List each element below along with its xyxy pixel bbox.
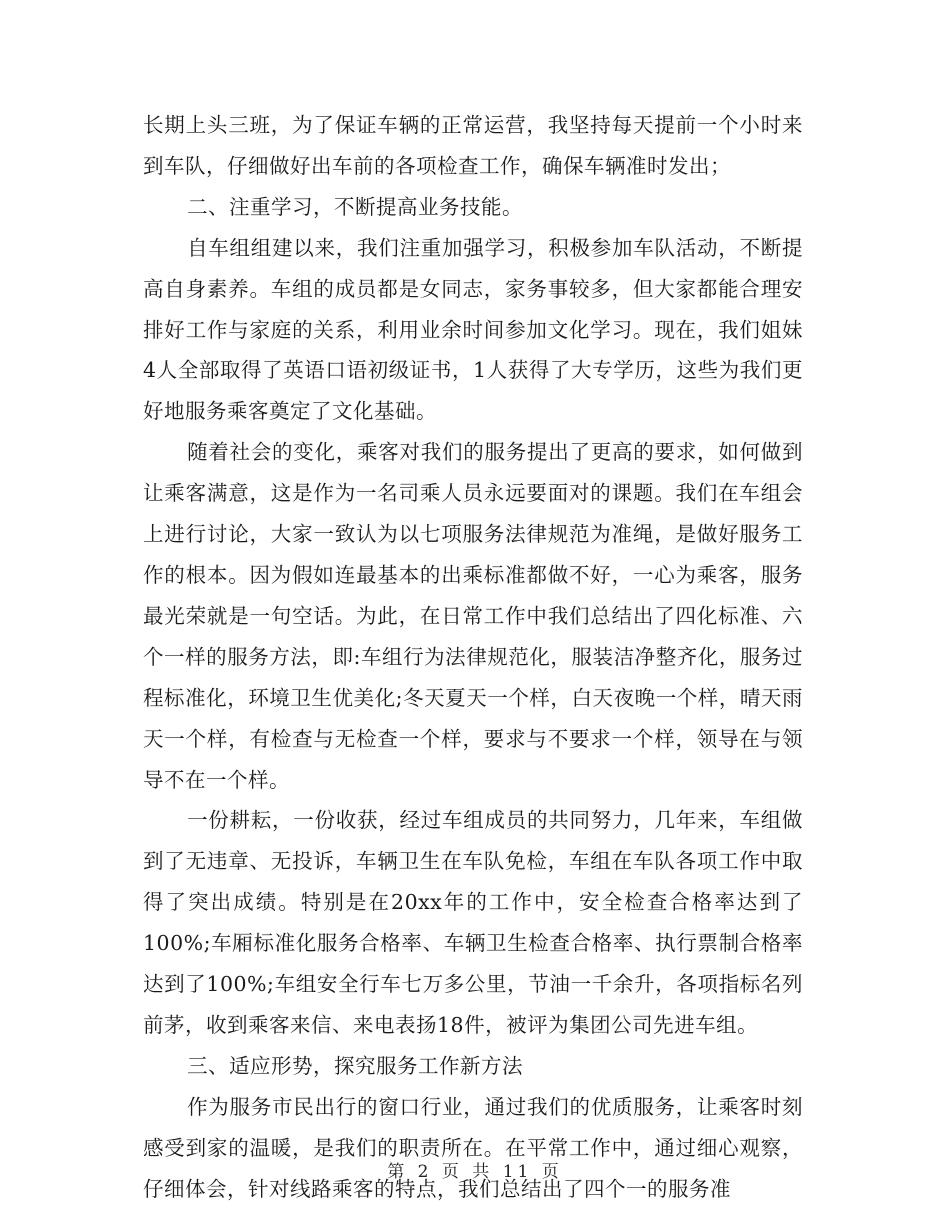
paragraph-new-methods: 作为服务市民出行的窗口行业，通过我们的优质服务，让乘客时刻感受到家的温暖，是我们的职责所在。在平常工作中，通过细心观察，仔细体会，针对线路乘客的特点，我们总结出了四个一的服务准 [143,1094,803,1201]
paragraph-learning: 自车组组建以来，我们注重加强学习，积极参加车队活动，不断提高自身素养。车组的成员都是女同志，家务事较多，但大家都能合理安排好工作与家庭的关系，利用业余时间参加文化学习。现在，我们姐妹4人全部取得了英语口语初级证书，1人获得了大专学历，这些为我们更好地服务乘客奠定了文化基础。 [143,235,803,424]
document-body [143,105,803,1209]
section-heading-3: 三、适应形势，探究服务工作新方法 [187,1053,524,1078]
page-number-footer: 第 2 页 共 11 页 [387,1162,563,1182]
paragraph-achievements: 一份耕耘，一份收获，经过车组成员的共同努力，几年来，车组做到了无违章、无投诉，车辆卫生在车队免检，车组在车队各项工作中取得了突出成绩。特别是在20xx年的工作中，安全检查合格率达到了100%;车厢标准化服务合格率、车辆卫生检查合格率、执行票制合格率达到了100%;车组安全行车七万多公里，节油一千余升，各项指标名列前茅，收到乘客来信、来电表扬18件，被评为集团公司先进车组。 [143,808,803,1037]
section-heading-2: 二、注重学习，不断提高业务技能。 [187,194,524,219]
paragraph-continued: 长期上头三班，为了保证车辆的正常运营，我坚持每天提前一个小时来到车队，仔细做好出车前的各项检查工作，确保车辆准时发出； [143,113,803,178]
paragraph-service-standards: 随着社会的变化，乘客对我们的服务提出了更高的要求，如何做到让乘客满意，这是作为一名司乘人员永远要面对的课题。我们在车组会上进行讨论，大家一致认为以七项服务法律规范为准绳，是做好服务工作的根本。因为假如连最基本的出乘标准都做不好，一心为乘客，服务最光荣就是一句空话。为此，在日常工作中我们总结出了四化标准、六个一样的服务方法，即:车组行为法律规范化，服装洁净整齐化，服务过程标准化，环境卫生优美化;冬天夏天一个样，白天夜晚一个样，晴天雨天一个样，有检查与无检查一个样，要求与不要求一个样，领导在与领导不在一个样。 [143,440,803,792]
